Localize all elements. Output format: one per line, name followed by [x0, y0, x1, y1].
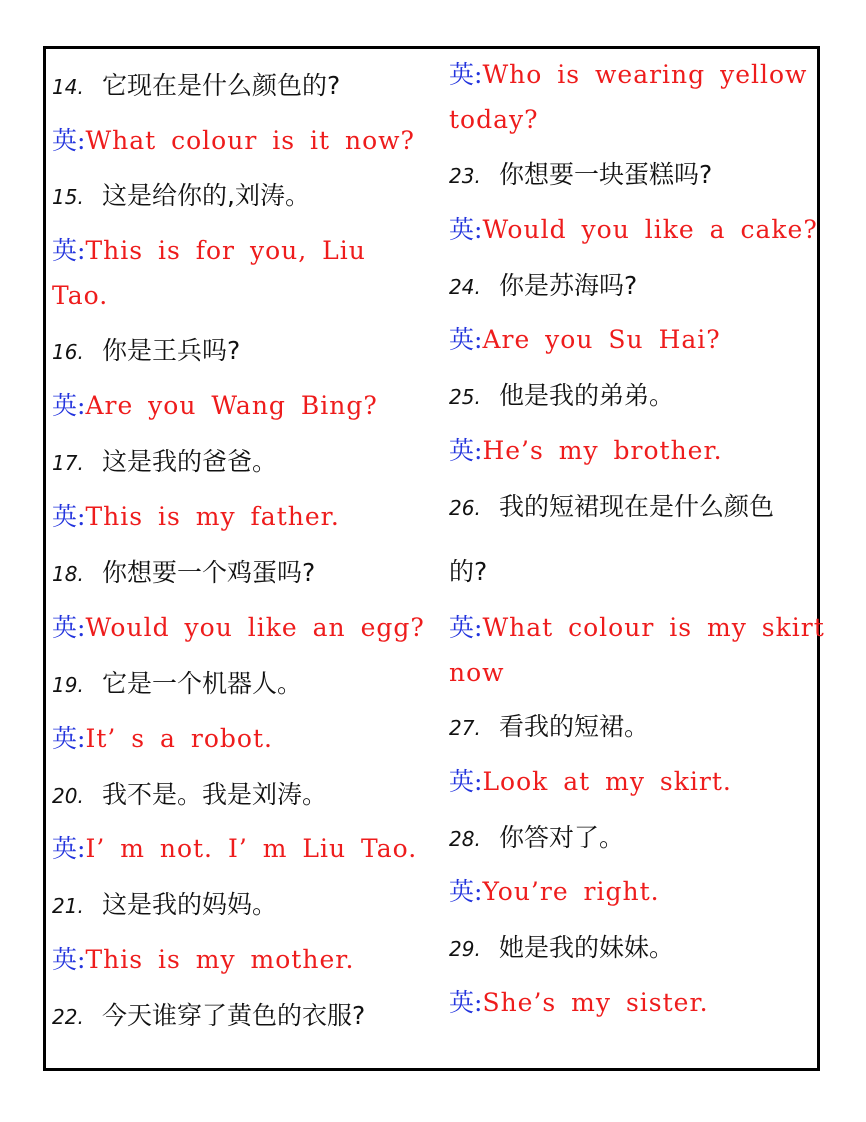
question-14	[52, 66, 340, 107]
item-number: 19.	[52, 673, 84, 697]
question-28	[449, 818, 624, 859]
english-text: This is my mother.	[85, 945, 355, 974]
chinese-text: 这是我的妈妈。	[102, 890, 278, 919]
item-number: 17.	[52, 451, 84, 475]
english-prefix: 英:	[52, 834, 86, 863]
english-text: Would you like an egg?	[85, 613, 425, 642]
item-number: 29.	[449, 937, 481, 961]
item-number: 18.	[52, 562, 84, 586]
english-prefix: 英:	[52, 945, 86, 974]
english-text: This is for you, Liu Tao.	[52, 236, 381, 310]
question-16	[52, 331, 240, 372]
english-prefix: 英:	[52, 502, 86, 531]
question-15	[52, 176, 310, 217]
question-19	[52, 664, 302, 705]
english-prefix: 英:	[449, 877, 483, 906]
item-number: 16.	[52, 340, 84, 364]
answer-16	[52, 383, 378, 428]
chinese-text: 你是苏海吗?	[499, 271, 638, 300]
answer-24	[449, 317, 721, 362]
chinese-text: 我的短裙现在是什么颜色	[499, 492, 775, 521]
answer-18	[52, 605, 425, 650]
question-18	[52, 553, 315, 594]
english-prefix: 英:	[449, 613, 483, 642]
item-number: 27.	[449, 716, 481, 740]
question-21	[52, 885, 277, 926]
answer-21	[52, 937, 354, 982]
answer-26	[449, 605, 844, 695]
answer-19	[52, 716, 273, 761]
english-prefix: 英:	[449, 436, 483, 465]
chinese-text: 你是王兵吗?	[102, 336, 241, 365]
question-17	[52, 442, 277, 483]
english-prefix: 英:	[449, 988, 483, 1017]
english-prefix: 英:	[52, 613, 86, 642]
answer-15	[52, 228, 432, 318]
english-text: Are you Wang Bing?	[85, 391, 378, 420]
chinese-text: 你想要一块蛋糕吗?	[499, 160, 713, 189]
answer-14	[52, 118, 415, 163]
chinese-text-continued: 的?	[449, 557, 488, 586]
chinese-text: 这是我的爸爸。	[102, 447, 278, 476]
english-text: Are you Su Hai?	[482, 325, 721, 354]
answer-25	[449, 428, 723, 473]
answer-27	[449, 759, 732, 804]
question-26	[449, 487, 774, 528]
item-number: 25.	[449, 385, 481, 409]
chinese-text: 我不是。我是刘涛。	[102, 780, 328, 809]
english-prefix: 英:	[52, 236, 86, 265]
english-text: She’s my sister.	[482, 988, 709, 1017]
question-25	[449, 376, 674, 417]
question-29	[449, 928, 674, 969]
item-number: 23.	[449, 164, 481, 188]
english-text: This is my father.	[85, 502, 340, 531]
english-prefix: 英:	[449, 325, 483, 354]
answer-23	[449, 207, 818, 252]
english-prefix: 英:	[52, 126, 86, 155]
english-prefix: 英:	[449, 60, 483, 89]
chinese-text: 它现在是什么颜色的?	[102, 71, 341, 100]
english-text: It’ s a robot.	[85, 724, 273, 753]
item-number: 21.	[52, 894, 84, 918]
question-23	[449, 155, 712, 196]
answer-20	[52, 826, 417, 871]
english-text: You’re right.	[482, 877, 660, 906]
question-20	[52, 775, 327, 816]
english-prefix: 英:	[449, 767, 483, 796]
answer-29	[449, 980, 709, 1025]
english-prefix: 英:	[52, 391, 86, 420]
chinese-text: 看我的短裙。	[499, 712, 650, 741]
item-number: 15.	[52, 185, 84, 209]
answer-28	[449, 869, 660, 914]
question-22	[52, 996, 365, 1037]
english-prefix: 英:	[52, 724, 86, 753]
english-text: Would you like a cake?	[482, 215, 818, 244]
chinese-text: 他是我的弟弟。	[499, 381, 675, 410]
chinese-text: 她是我的妹妹。	[499, 933, 675, 962]
question-27	[449, 707, 649, 748]
chinese-text: 你答对了。	[499, 823, 625, 852]
english-text: What colour is my skirt now	[449, 613, 840, 687]
item-number: 20.	[52, 784, 84, 808]
question-26-continued	[449, 552, 487, 592]
chinese-text: 你想要一个鸡蛋吗?	[102, 558, 316, 587]
item-number: 28.	[449, 827, 481, 851]
question-24	[449, 266, 637, 307]
english-text: What colour is it now?	[85, 126, 415, 155]
english-prefix: 英:	[449, 215, 483, 244]
answer-22	[449, 52, 829, 142]
english-text: I’ m not. I’ m Liu Tao.	[85, 834, 418, 863]
english-text: Look at my skirt.	[482, 767, 732, 796]
answer-17	[52, 494, 340, 539]
item-number: 24.	[449, 275, 481, 299]
english-text: He’s my brother.	[482, 436, 723, 465]
chinese-text: 这是给你的,刘涛。	[102, 181, 310, 210]
chinese-text: 它是一个机器人。	[102, 669, 303, 698]
item-number: 14.	[52, 75, 84, 99]
item-number: 22.	[52, 1005, 84, 1029]
item-number: 26.	[449, 496, 481, 520]
chinese-text: 今天谁穿了黄色的衣服?	[102, 1001, 366, 1030]
english-text: Who is wearing yellow today?	[449, 60, 823, 134]
